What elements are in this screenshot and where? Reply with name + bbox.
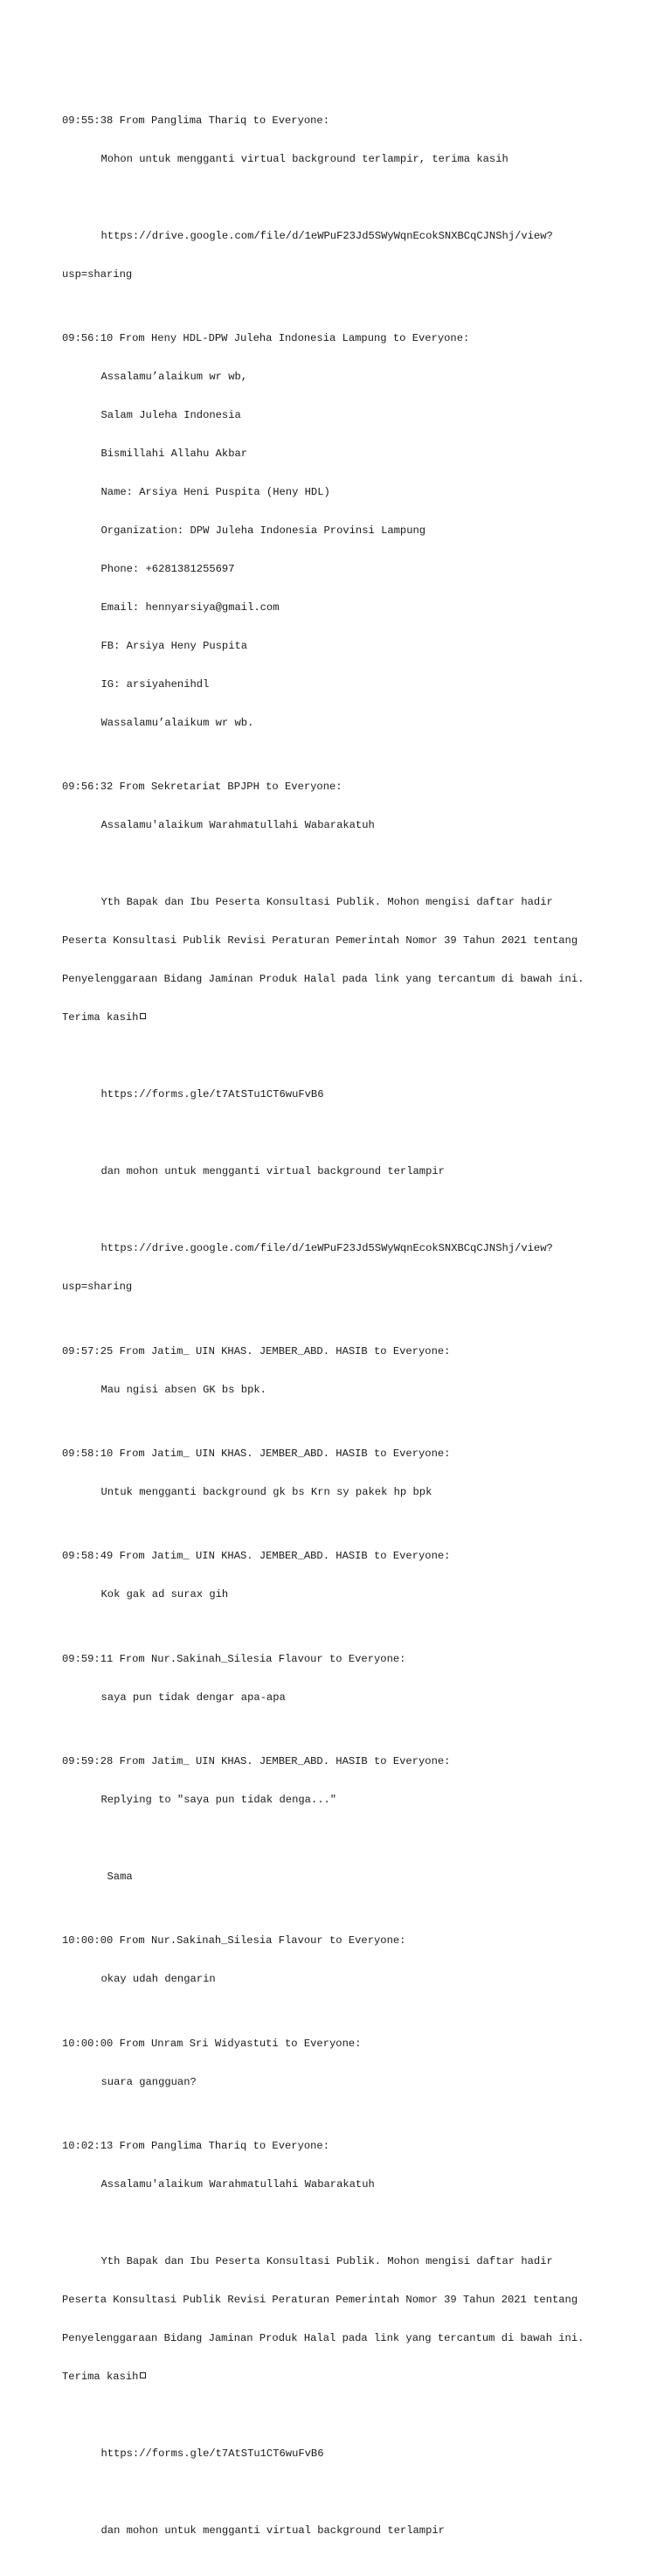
blank-line — [62, 1204, 621, 1217]
message-header: 09:59:28 From Jatim_ UIN KHAS. JEMBER_ABD. HASIB to Everyone: — [62, 1755, 451, 1768]
link-text[interactable]: https://forms.gle/t7AtSTu1CT6wuFvB6 — [100, 2448, 324, 2461]
unknown-glyph-icon — [140, 2372, 146, 2378]
paragraph-line: Penyelenggaraan Bidang Jaminan Produk Halal pada link yang tercantum di bawah ini. — [62, 2332, 585, 2345]
message-header: 10:00:00 From Unram Sri Widyastuti to Everyone: — [62, 2037, 362, 2050]
message-header: 10:02:13 From Panglima Thariq to Everyone: — [62, 2140, 329, 2153]
message-header: 09:56:32 From Sekretariat BPJPH to Everyone: — [62, 781, 342, 794]
link-text[interactable]: https://forms.gle/t7AtSTu1CT6wuFvB6 — [100, 1088, 324, 1101]
message-body-line: Phone: +6281381255697 — [100, 563, 235, 576]
message-body-line: saya pun tidak dengar apa-apa — [100, 1691, 286, 1704]
paragraph-line: Penyelenggaraan Bidang Jaminan Produk Halal pada link yang tercantum di bawah ini. — [62, 973, 585, 986]
paragraph-text: Terima kasih — [62, 1011, 139, 1024]
reply-text: Sama — [107, 1871, 133, 1884]
chat-transcript — [62, 63, 621, 2576]
email-text: Email: hennyarsiya@gmail.com — [100, 601, 280, 614]
message-body-line: dan mohon untuk mengganti virtual background terlampir — [100, 2524, 445, 2538]
message-body-line: okay udah dengarin — [100, 1973, 216, 1986]
paragraph-line: Peserta Konsultasi Publik Revisi Peraturan Pemerintah Nomor 39 Tahun 2021 tentang — [62, 934, 578, 948]
link-text[interactable]: https://drive.google.com/file/d/1eWPuF23Jd5SWyWqnEcokSNXBCqCJNShj/view? — [100, 229, 553, 242]
blank-line — [62, 1127, 621, 1140]
paragraph-line: Peserta Konsultasi Publik Revisi Peraturan Pemerintah Nomor 39 Tahun 2021 tentang — [62, 2294, 578, 2307]
message-body-line: IG: arsiyahenihdl — [100, 678, 210, 691]
link-text-wrap[interactable]: usp=sharing — [62, 267, 133, 281]
message-body-line: Mohon untuk mengganti virtual background terlampir, terima kasih — [100, 152, 508, 165]
message-header: 10:00:00 From Nur.Sakinah_Silesia Flavour to Everyone: — [62, 1934, 406, 1948]
message-body-line: Salam Juleha Indonesia — [100, 409, 241, 422]
message-body-line: dan mohon untuk mengganti virtual background terlampir — [100, 1165, 445, 1178]
message-body-line: Assalamu'alaikum Warahmatullahi Wabarakatuh — [100, 2178, 375, 2191]
message-body-line: Assalamu'alaikum Warahmatullahi Wabarakatuh — [100, 819, 375, 832]
blank-line — [62, 2409, 621, 2422]
message-header: 09:55:38 From Panglima Thariq to Everyone: — [62, 114, 329, 127]
message-body-line: Mau ngisi absen GK bs bpk. — [100, 1383, 266, 1396]
blank-line — [62, 1832, 621, 1845]
paragraph-line-with-glyph — [62, 2371, 621, 2384]
message-body-line: Kok gak ad surax gih — [100, 1588, 229, 1601]
link-text-wrap[interactable]: usp=sharing — [62, 1281, 133, 1294]
paragraph-text: Yth Bapak dan Ibu Peserta Konsultasi Publik. Mohon mengisi daftar hadir — [100, 896, 553, 909]
unknown-glyph-icon — [140, 1013, 146, 1019]
reply-quote: Replying to "saya pun tidak denga..." — [100, 1794, 337, 1807]
paragraph-line-with-glyph — [62, 1011, 621, 1024]
message-body-line: Organization: DPW Juleha Indonesia Provinsi Lampung — [100, 524, 426, 538]
paragraph-text: Yth Bapak dan Ibu Peserta Konsultasi Publik. Mohon mengisi daftar hadir — [100, 2255, 553, 2268]
message-body-line: Name: Arsiya Heni Puspita (Heny HDL) — [100, 486, 330, 499]
message-header: 09:58:49 From Jatim_ UIN KHAS. JEMBER_ABD. HASIB to Everyone: — [62, 1550, 451, 1563]
paragraph-line-indented — [62, 896, 621, 909]
message-body-line: Assalamu’alaikum wr wb, — [100, 371, 248, 384]
blank-line — [62, 858, 621, 871]
message-header: 09:56:10 From Heny HDL-DPW Juleha Indonesia Lampung to Everyone: — [62, 332, 470, 345]
message-body-line: suara gangguan? — [100, 2075, 197, 2088]
blank-line — [62, 2217, 621, 2230]
message-body-line: FB: Arsiya Heny Puspita — [100, 640, 248, 653]
message-header: 09:59:11 From Nur.Sakinah_Silesia Flavour to Everyone: — [62, 1652, 406, 1665]
paragraph-text: Terima kasih — [62, 2371, 139, 2384]
blank-line — [62, 2486, 621, 2499]
link-text[interactable]: https://drive.google.com/file/d/1eWPuF23Jd5SWyWqnEcokSNXBCqCJNShj/view? — [100, 1242, 553, 1255]
message-header: 09:58:10 From Jatim_ UIN KHAS. JEMBER_ABD. HASIB to Everyone: — [62, 1448, 451, 1461]
message-header: 09:57:25 From Jatim_ UIN KHAS. JEMBER_ABD. HASIB to Everyone: — [62, 1344, 451, 1357]
message-body-line: Untuk mengganti background gk bs Krn sy pakek hp bpk — [100, 1486, 432, 1499]
paragraph-line-indented — [62, 2255, 621, 2268]
message-body-line: Bismillahi Allahu Akbar — [100, 448, 248, 461]
blank-line — [62, 191, 621, 205]
message-body-line: Wassalamu’alaikum wr wb. — [100, 717, 254, 730]
blank-line — [62, 1050, 621, 1063]
